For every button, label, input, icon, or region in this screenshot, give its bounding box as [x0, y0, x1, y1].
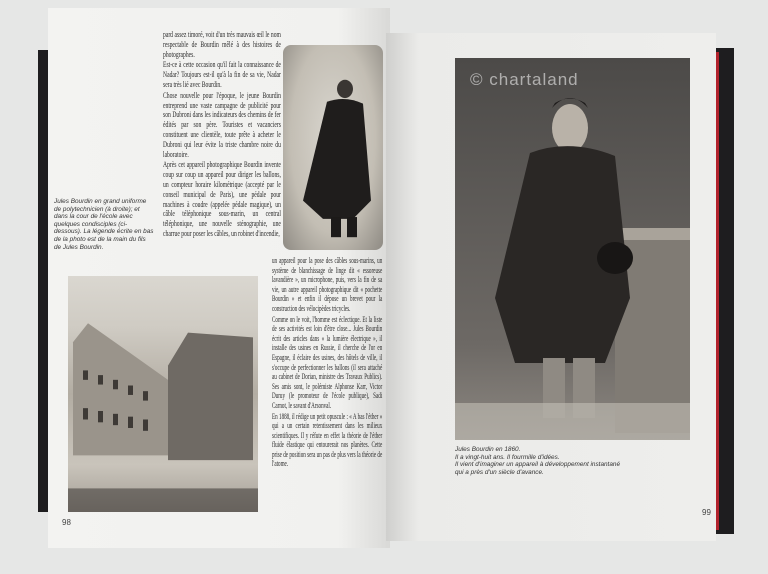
page-number-left: 98 [62, 518, 71, 527]
photo-uniform-portrait [283, 45, 383, 250]
page-number-right: 99 [702, 508, 711, 517]
left-text-column-1 [163, 30, 281, 240]
caption-line: Il vient d'imaginer un appareil à développement instantané [455, 461, 620, 469]
paragraph: un appareil pour la pose des câbles sous-marins, un système de blanchissage de linge dit « essoreuse lavandière », un microphone, puis, vers la fin de sa vie, un autre appareil photographique dit « pochette Bourdin » et enfin il dépose un brevet pour la construction des vélocipèdes tricycles. [272, 256, 383, 313]
photo-school-courtyard [68, 276, 258, 512]
page-edge-red [716, 52, 719, 530]
watermark: © chartaland [470, 70, 579, 89]
soldier-figure [283, 45, 383, 250]
bourdin-figure [455, 58, 690, 440]
paragraph: pard assez timoré, voit d'un très mauvais œil le nom respectable de Bourdin mêlé à des histoires de photographes. [163, 29, 281, 59]
left-text-column-2 [272, 256, 382, 470]
caption-line: Jules Bourdin en 1860. [455, 446, 521, 453]
paragraph: Est-ce à cette occasion qu'il fait la connaissance de Nadar? Toujours est-il qu'à la fin de sa vie, Nadar sera très lié avec Bourdin. [163, 59, 281, 89]
photo-bourdin-1860 [455, 58, 690, 440]
caption-line: qui a près d'un siècle d'avance. [455, 468, 544, 476]
paragraph: En 1888, il rédige un petit opuscule : « A bas l'éther » qui a un certain retentissement dans les milieux scientifiques. Il y réfute en effet la théorie de l'éther fluide élastique qui entourerait nos planètes. Cette prise de position sera un pas de plus vers la théorie de l'atome. [272, 411, 383, 469]
building-drawing [68, 276, 258, 512]
paragraph: Après cet appareil photographique Bourdin invente coup sur coup un appareil pour diriger les ballons, un compteur horaire kilométrique (accepté par le conseil municipal de Paris), une pédale pour machines à coudre (appelée pédale magique), un câble téléphonique sous-marin, un central téléphonique, une nouvelle sténographie, une charrue pour poser les câbles, un robinet d'incendie, [163, 159, 281, 238]
paragraph: Comme on le voit, l'homme est éclectique. Et la liste de ses activités est loin d'être close... Jules Bourdin écrit des articles dans « la lumière électrique », il installe des usines en Russie, il cherche de l'or en Espagne, il éclaire des usines, des hôtels de ville, il s'occupe de perfectionner les ballons (il sera attaché au cabinet de Dorian, ministre des Travaux Publics). Ses amis sont, le polémiste Alphonse Karr, Victor Duruy (le promoteur de l'école publique), Sadi Carnot, le savant d'Arsonval. [272, 314, 383, 410]
right-caption [455, 446, 715, 476]
left-caption: Jules Bourdin en grand uniforme de polytechnicien (à droite); et dans la cour de l'école avec quelques condisciples (ci-dessous). La légende écrite en bas de la photo est de la main du fils de Jules Bourdin. [54, 198, 154, 251]
paragraph: Chose nouvelle pour l'époque, le jeune Bourdin entreprend une vaste campagne de publicité pour son Dubroni dans les indicateurs des chemins de fer édités par son père. Touristes et vacanciers constituent une clientèle, toute prête à acheter le Dubroni qui leur évite la triste chambre noire du laboratoire. [163, 89, 281, 159]
caption-line: Il a vingt-huit ans. Il fourmille d'idées. [455, 453, 560, 461]
